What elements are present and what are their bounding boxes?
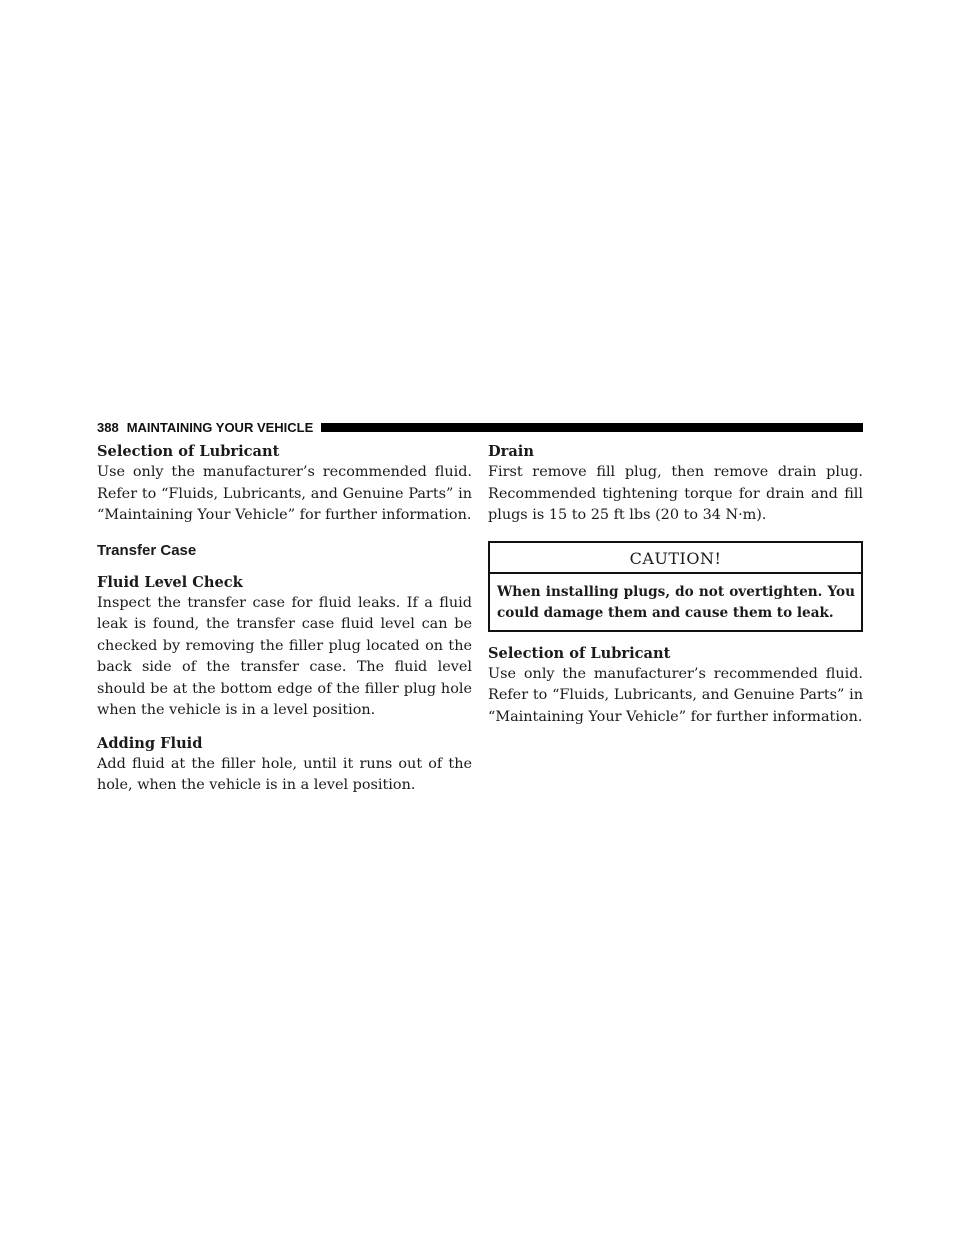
header-rule bbox=[321, 423, 863, 432]
drain-heading: Drain bbox=[488, 443, 534, 460]
left-column bbox=[97, 442, 472, 797]
fluid-level-check-text: Inspect the transfer case for fluid leaks. If a fluid leak is found, the transfer case fluid level can be checked by removing the filler plug located on the back side of the transfer case. The fluid level should be at the bottom edge of the filler plug hole when the vehicle is in a level position. bbox=[97, 594, 472, 718]
caution-title: CAUTION! bbox=[490, 543, 861, 574]
selection-of-lubricant-heading-right: Selection of Lubricant bbox=[488, 644, 671, 662]
drain-text: First remove fill plug, then remove drain plug. Recommended tightening torque for drain and fill plugs is 15 to 25 ft lbs (20 to 34 N·m). bbox=[488, 464, 863, 523]
section-title: MAINTAINING YOUR VEHICLE bbox=[126, 419, 314, 435]
caution-box bbox=[488, 541, 863, 632]
caution-text: When installing plugs, do not overtighten. You could damage them and cause them to leak. bbox=[497, 583, 855, 621]
selection-of-lubricant-text-right: Use only the manufacturer’s recommended fluid. Refer to “Fluids, Lubricants, and Genuine Parts” in “Maintaining Your Vehicle” for further information. bbox=[488, 665, 863, 725]
adding-fluid-text: Add fluid at the filler hole, until it runs out of the hole, when the vehicle is in a level position. bbox=[97, 755, 472, 793]
selection-of-lubricant-heading: Selection of Lubricant bbox=[97, 443, 280, 460]
adding-fluid-heading: Adding Fluid bbox=[97, 734, 203, 752]
page-number: 388 bbox=[97, 419, 119, 435]
transfer-case-heading: Transfer Case bbox=[97, 541, 197, 559]
selection-of-lubricant-text: Use only the manufacturer’s recommended fluid. Refer to “Fluids, Lubricants, and Genuine Parts” in “Maintaining Your Vehicle” for further information. bbox=[97, 464, 472, 523]
fluid-level-check-heading: Fluid Level Check bbox=[97, 573, 243, 591]
right-column bbox=[488, 442, 863, 728]
page-header bbox=[97, 418, 863, 436]
